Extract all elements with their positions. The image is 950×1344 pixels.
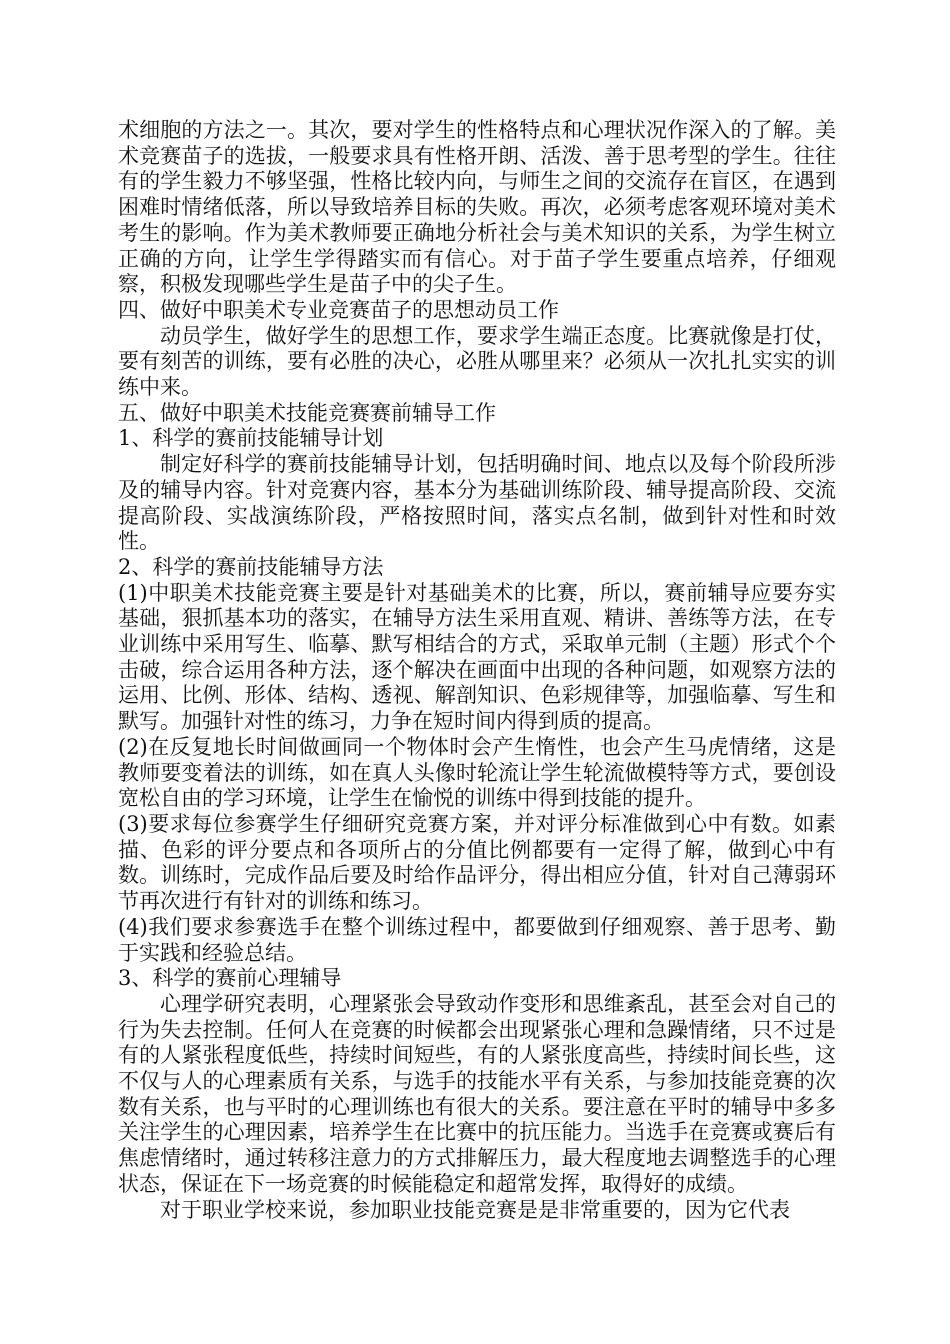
list-item: (2)在反复地长时间做画同一个物体时会产生惰性，也会产生马虎情绪，这是教师要变着法的训练，如在真人头像时轮流让学生轮流做模特等方式，要创设宽松自由的学习环境，让学生在愉悦的训练中得到技能的提升。 xyxy=(118,734,836,811)
subsection-heading-2: 2、科学的赛前技能辅导方法 xyxy=(118,554,384,579)
section-heading-5: 五、做好中职美术技能竞赛赛前辅导工作 xyxy=(118,400,496,425)
paragraph: 心理学研究表明，心理紧张会导致动作变形和思维紊乱，甚至会对自己的行为失去控制。任何人在竞赛的时候都会出现紧张心理和急躁情绪，只不过是有的人紧张程度低些，持续时间短些，有的人紧张度高些，持续时间长些，这不仅与人的心理素质有关系，与选手的技能水平有关系，与参加技能竞赛的次数有关系，也与平时的心理训练也有很大的关系。要注意在平时的辅导中多多关注学生的心理因素，培养学生在比赛中的抗压能力。当选手在竞赛或赛后有焦虑情绪时，通过转移注意力的方式排解压力，最大程度地去调整选手的心理状态，保证在下一场竞赛的时候能稳定和超常发挥，取得好的成绩。 xyxy=(118,991,836,1196)
subsection-heading-1: 1、科学的赛前技能辅导计划 xyxy=(118,426,384,451)
list-item: (1)中职美术技能竞赛主要是针对基础美术的比赛，所以，赛前辅导应要夯实基础，狠抓基本功的落实，在辅导方法生采用直观、精讲、善练等方法，在专业训练中采用写生、临摹、默写相结合的方式，采取单元制（主题）形式个个击破，综合运用各种方法，逐个解决在画面中出现的各种问题，如观察方法的运用、比例、形体、结构、透视、解剖知识、色彩规律等，加强临摹、写生和默写。加强针对性的练习，力争在短时间内得到质的提高。 xyxy=(118,580,836,734)
list-item: (3)要求每位参赛学生仔细研究竞赛方案，并对评分标准做到心中有数。如素描、色彩的评分要点和各项所占的分值比例都要有一定得了解，做到心中有数。训练时，完成作品后要及时给作品评分，得出相应分值，针对自己薄弱环节再次进行有针对的训练和练习。 xyxy=(118,811,836,914)
document-body xyxy=(118,118,836,1223)
paragraph: 动员学生，做好学生的思想工作，要求学生端正态度。比赛就像是打仗，要有刻苦的训练，要有必胜的决心，必胜从哪里来？必须从一次扎扎实实的训练中来。 xyxy=(118,323,836,400)
section-heading-4: 四、做好中职美术专业竞赛苗子的思想动员工作 xyxy=(118,297,559,322)
paragraph-continued: 术细胞的方法之一。其次，要对学生的性格特点和心理状况作深入的了解。美术竞赛苗子的选拔，一般要求具有性格开朗、活泼、善于思考型的学生。往往有的学生毅力不够坚强，性格比较内向，与师生之间的交流存在盲区，在遇到困难时情绪低落，所以导致培养目标的失败。再次，必须考虑客观环境对美术考生的影响。作为美术教师要正确地分析社会与美术知识的关系，为学生树立正确的方向，让学生学得踏实而有信心。对于苗子学生要重点培养，仔细观察，积极发现哪些学生是苗子中的尖子生。 xyxy=(118,118,836,297)
list-item: (4)我们要求参赛选手在整个训练过程中，都要做到仔细观察、善于思考、勤于实践和经验总结。 xyxy=(118,914,836,965)
paragraph: 制定好科学的赛前技能辅导计划，包括明确时间、地点以及每个阶段所涉及的辅导内容。针对竞赛内容，基本分为基础训练阶段、辅导提高阶段、交流提高阶段、实战演练阶段，严格按照时间，落实点名制，做到针对性和时效性。 xyxy=(118,452,836,554)
subsection-heading-3: 3、科学的赛前心理辅导 xyxy=(118,966,342,991)
paragraph: 对于职业学校来说，参加职业技能竞赛是是非常重要的，因为它代表 xyxy=(160,1197,790,1222)
